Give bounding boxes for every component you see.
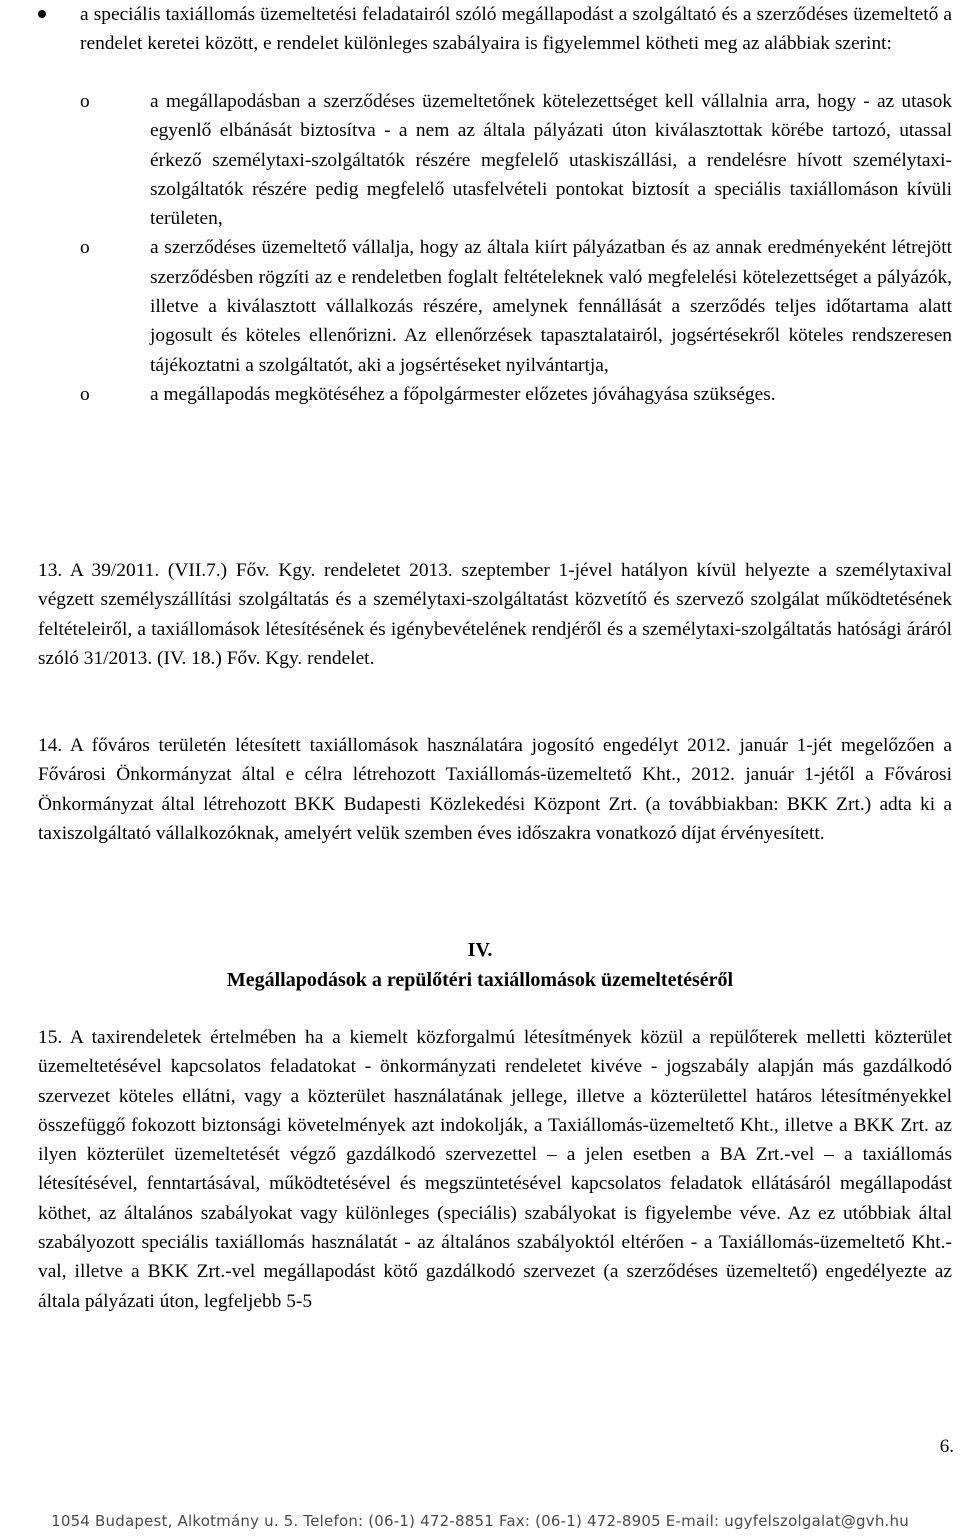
- footer-contact: 1054 Budapest, Alkotmány u. 5. Telefon: (06-1) 472-8851 Fax: (06-1) 472-8905 E-mail: ugyfelszolgalat@gvh.hu: [51, 1512, 909, 1530]
- paragraph-14-text: 14. A főváros területén létesített taxiállomások használatára jogosító engedélyt 2012. január 1-jét megelőzően a Fővárosi Önkormányzat által e célra létrehozott Taxiállomás-üzemeltető Kht., 2012. január 1-jétől a Fővárosi Önkormányzat által létrehozott BKK Budapesti Közlekedési Központ Zrt. (a továbbiakban: BKK Zrt.) adta ki a taxiszolgáltató vállalkozóknak, amelyért velük szemben éves időszakra vonatkozó díjat érvényesített.: [38, 735, 952, 844]
- sub-list-marker-icon: o: [80, 237, 90, 259]
- bullet-dot-icon: [38, 10, 46, 18]
- paragraph-13: [38, 556, 952, 673]
- sub-list-item-text: a megállapodás megkötéséhez a főpolgármester előzetes jóváhagyása szükséges.: [150, 383, 776, 405]
- page-number: 6.: [939, 1436, 954, 1457]
- sub-list-item-text: a megállapodásban a szerződéses üzemeltetőnek kötelezettséget kell vállalnia arra, hogy - az utasok egyenlő elbánását biztosítva - a nem az általa pályázati úton kiválasztottak körébe tartozó, utassal érkező személytaxi-szolgáltatók részére megfelelő utaskiszállási, a rendelésre hívott személytaxi-szolgáltatók részére pedig megfelelő utasfelvételi pontokat biztosít a speciális taxiállomáson kívüli területen,: [150, 91, 952, 230]
- sub-list-marker-icon: o: [80, 383, 90, 405]
- section-title: Megállapodások a repülőtéri taxiállomások üzemeltetéséről: [226, 969, 734, 991]
- section-number: IV.: [467, 939, 493, 961]
- paragraph-13-text: 13. A 39/2011. (VII.7.) Főv. Kgy. rendeletet 2013. szeptember 1-jével hatályon kívül helyezte a személytaxival végzett személyszállítási szolgáltatás és a személytaxi-szolgáltatást közvetítő és szervező szolgálat működtetésének feltételeiről, a taxiállomások létesítésének és igénybevételének rendjéről és a személytaxi-szolgáltatás hatósági áráról szóló 31/2013. (IV. 18.) Főv. Kgy. rendelet.: [38, 560, 952, 669]
- paragraph-14: [38, 731, 952, 848]
- top-bullet-item: [38, 0, 952, 59]
- top-bullet-text: a speciális taxiállomás üzemeltetési feladatairól szóló megállapodást a szolgáltató és a szerződéses üzemeltető a rendelet keretei között, e rendelet különleges szabályaira is figyelemmel kötheti meg az alábbiak szerint:: [80, 4, 952, 55]
- sub-list-item: [80, 233, 952, 379]
- sub-list-item: [80, 87, 952, 233]
- sub-list-marker-icon: o: [80, 91, 90, 112]
- sub-list: [80, 87, 952, 409]
- sub-list-item-text: a szerződéses üzemeltető vállalja, hogy az általa kiírt pályázatban és az annak eredményeként létrejött szerződésben rögzíti az e rendeletben foglalt feltételeknek való megfelelési kötelezettséget a pályázók, illetve a kiválasztott vállalkozás részére, amelynek fennállását a szerződés teljes időtartama alatt jogosult és köteles ellenőrizni. Az ellenőrzések tapasztalatairól, jogsértésekről köteles rendszeresen tájékoztatni a szolgáltatót, aki a jogsértéseket nyilvántartja,: [150, 237, 952, 376]
- paragraph-15-text: 15. A taxirendeletek értelmében ha a kiemelt közforgalmú létesítmények közül a repülőterek melletti közterület üzemeltetésével kapcsolatos feladatokat - önkormányzati rendeletet kivéve - jogszabály alapján más gazdálkodó szervezet köteles ellátni, vagy a közterület használatának jellege, illetve a közterülettel határos létesítményekkel összefüggő fokozott biztonsági követelmények azt indokolják, a Taxiállomás-üzemeltető Kht., illetve a BKK Zrt. az ilyen közterület üzemeltetését végző gazdálkodó szervezettel – a jelen esetben a BA Zrt.-vel – a taxiállomás létesítésével, fenntartásával, működtetésével és megszüntetésével kapcsolatos feladatok ellátásáról megállapodást köthet, az általános szabályokat vagy különleges (speciális) szabályokat is figyelembe véve. Az ez utóbbiak által szabályozott speciális taxiállomás használatát - az általános szabályoktól eltérően - a Taxiállomás-üzemeltető Kht.-val, illetve a BKK Zrt.-vel megállapodást kötő gazdálkodó szervezet (a szerződéses üzemeltető) engedélyezte az általa pályázati úton, legfeljebb 5-5: [38, 1027, 952, 1312]
- paragraph-15: [38, 1023, 952, 1316]
- sub-list-item: [80, 380, 952, 409]
